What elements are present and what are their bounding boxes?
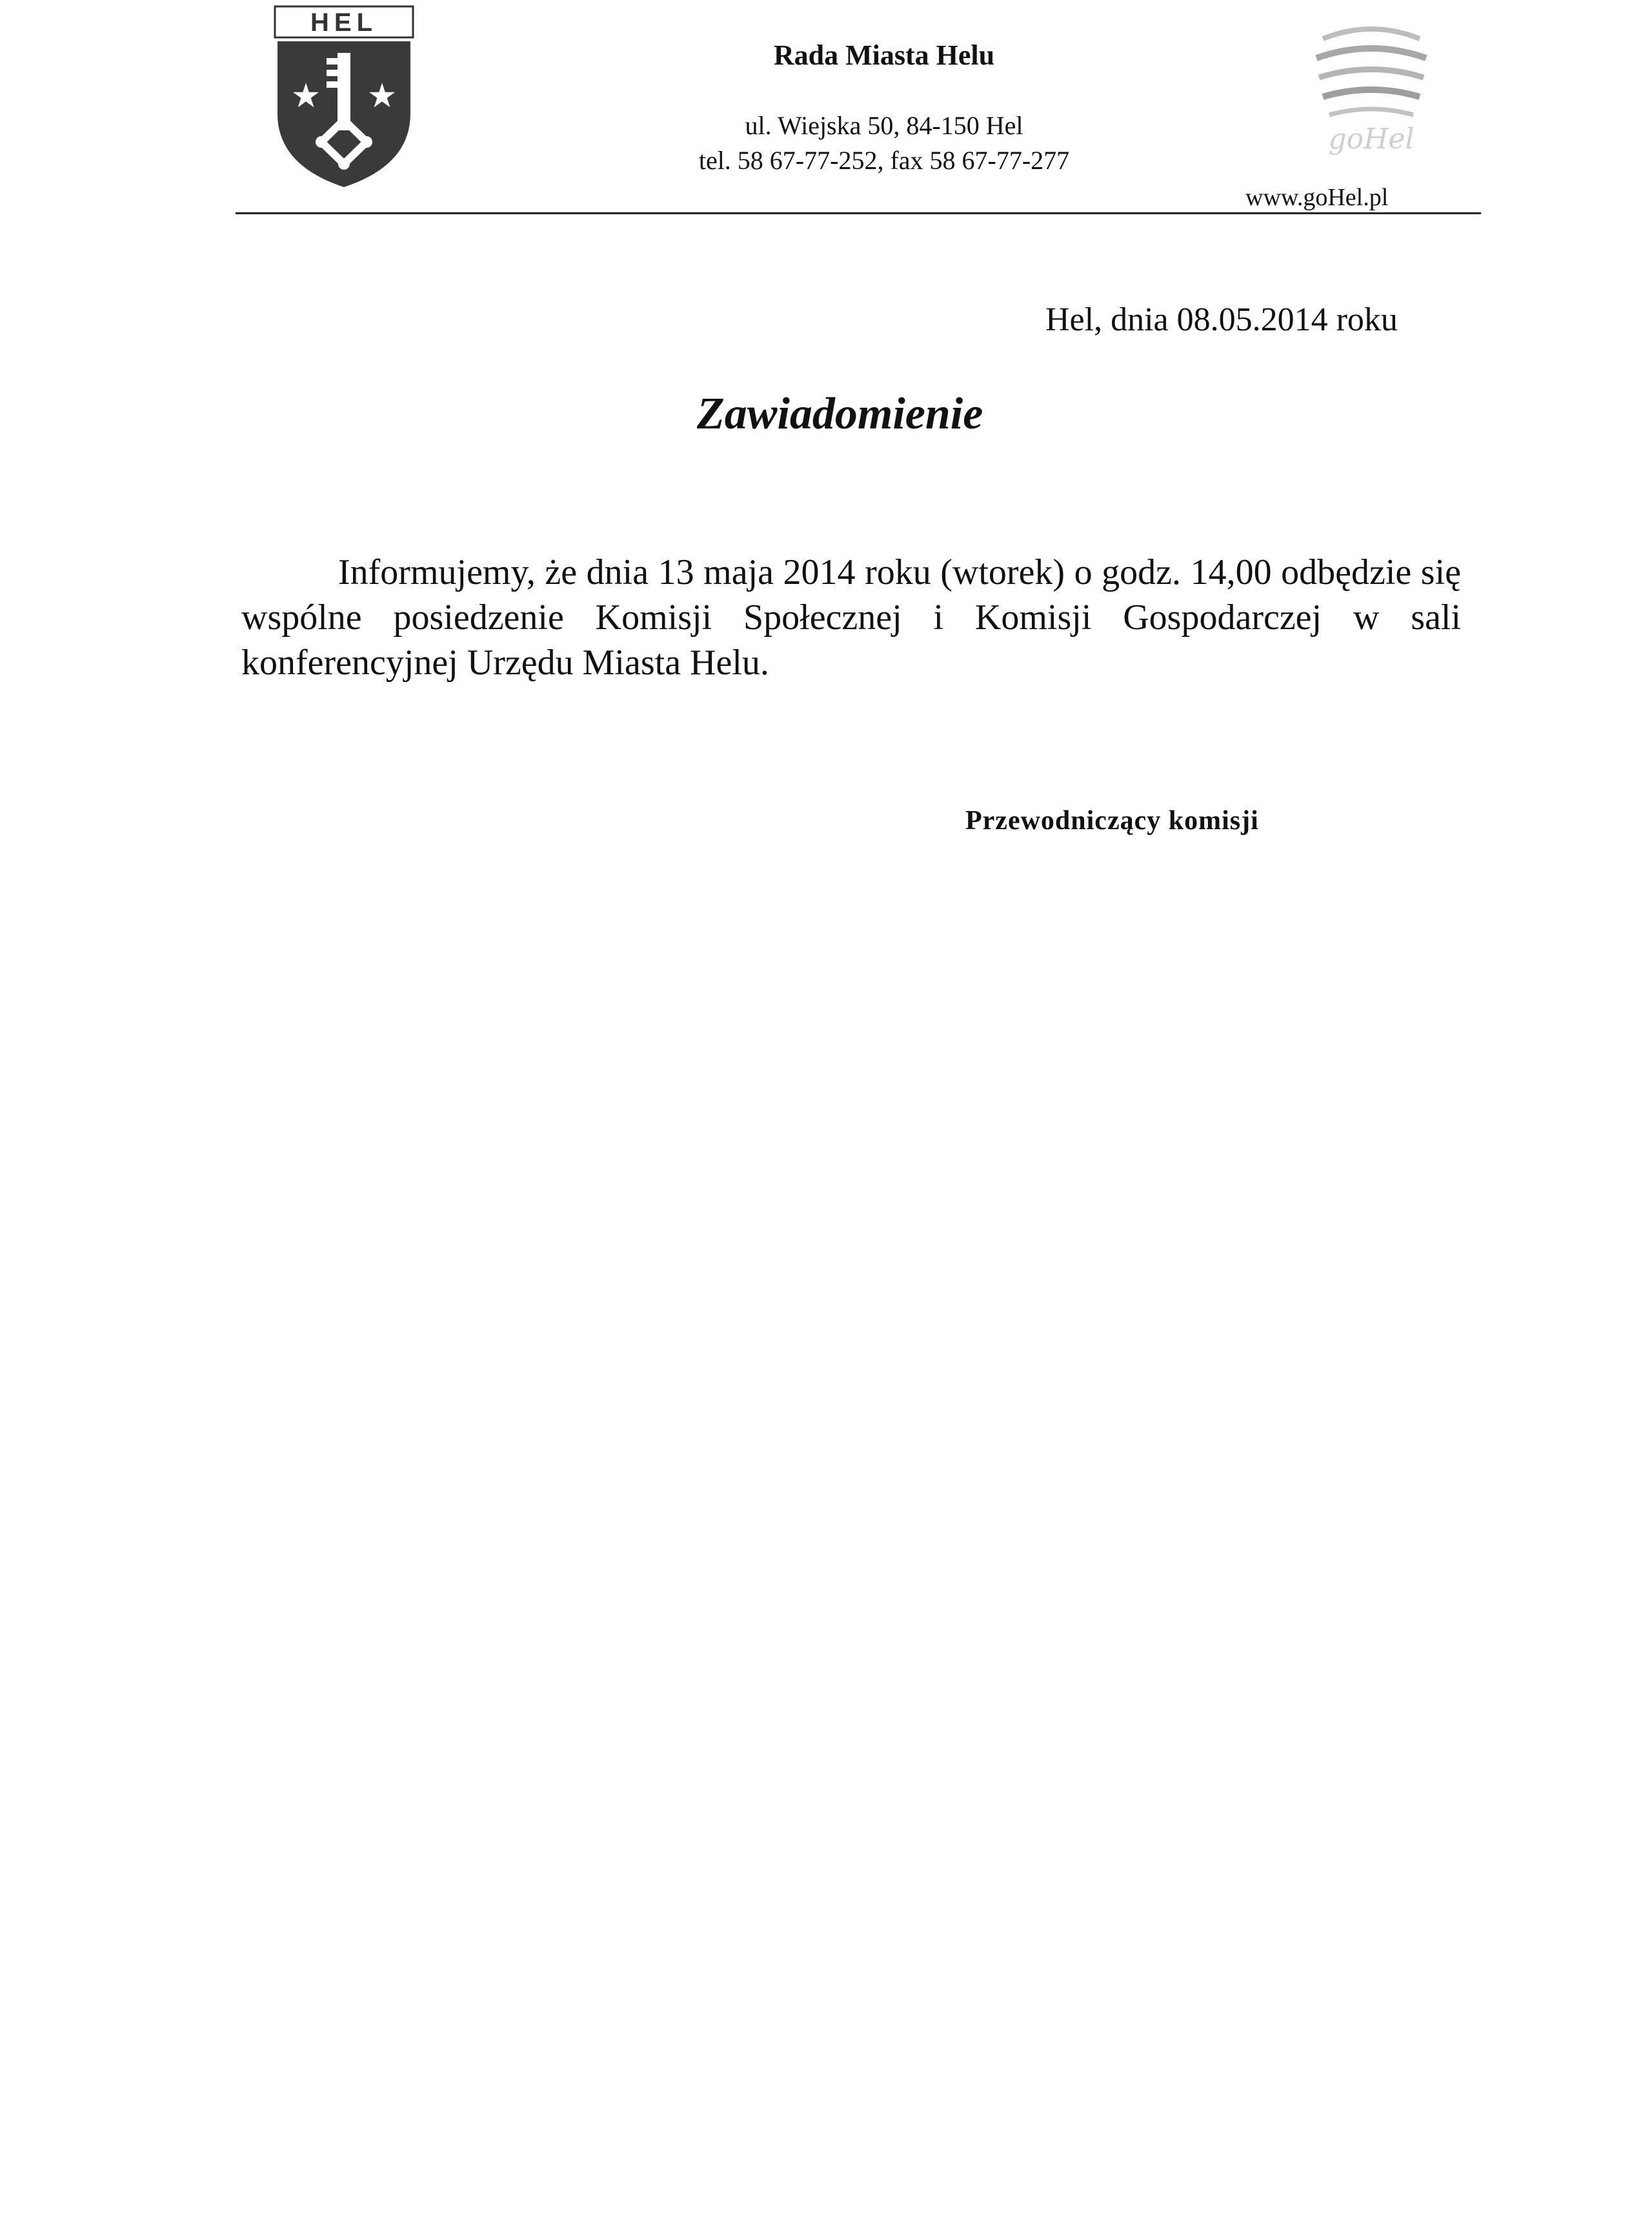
address-line: ul. Wiejska 50, 84-150 Hel bbox=[745, 111, 1023, 140]
logo-text: HEL bbox=[310, 8, 378, 37]
document-date: Hel, dnia 08.05.2014 roku bbox=[1045, 301, 1398, 338]
document-title: Zawiadomienie bbox=[697, 389, 983, 439]
gohel-brand-logo bbox=[1310, 13, 1433, 158]
notice-body: Informujemy, że dnia 13 maja 2014 roku (wtorek) o godz. 14,00 odbędzie się wspólne posiedzenie Komisji Społecznej i Komisji Gospodarczej w sali konferencyjnej Urzędu Miasta Helu. bbox=[241, 552, 1461, 683]
header-divider bbox=[236, 212, 1481, 214]
website-link[interactable]: www.goHel.pl bbox=[1245, 184, 1389, 211]
contact-line: tel. 58 67-77-252, fax 58 67-77-277 bbox=[698, 146, 1070, 175]
svg-text:★: ★ bbox=[290, 77, 321, 116]
signature-line: Przewodniczący komisji bbox=[965, 806, 1259, 836]
organization-name: Rada Miasta Helu bbox=[773, 39, 995, 71]
coat-of-arms-logo bbox=[272, 4, 416, 191]
svg-text:★: ★ bbox=[367, 77, 398, 116]
brand-logo-text: goHel bbox=[1328, 123, 1415, 156]
address-block bbox=[581, 108, 1187, 178]
